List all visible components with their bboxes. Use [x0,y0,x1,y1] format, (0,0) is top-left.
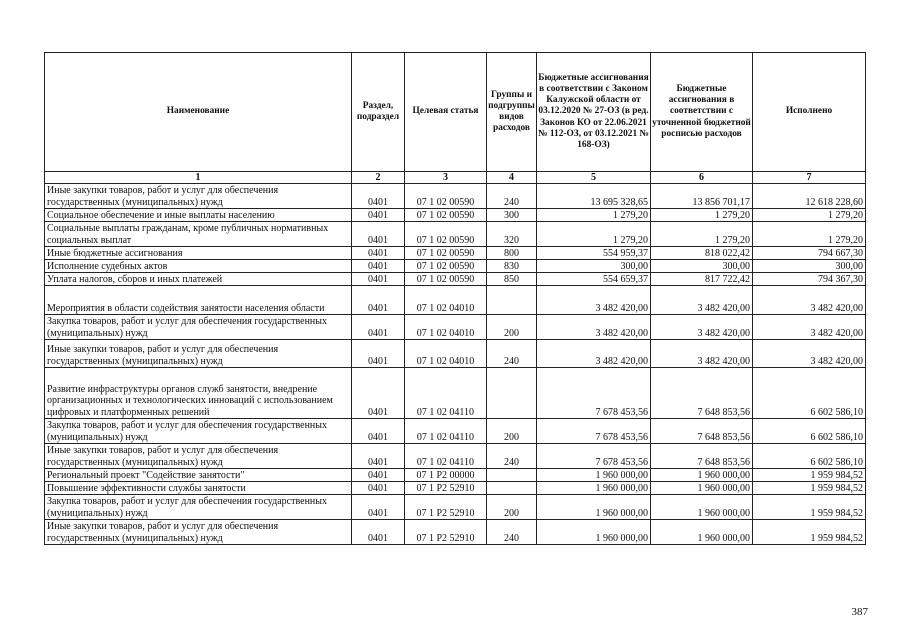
row-group: 200 [487,495,537,520]
row-article: 07 1 02 04110 [405,444,487,469]
row-refined-amount: 13 856 701,17 [651,184,753,209]
row-refined-amount: 817 722,42 [651,273,753,286]
row-executed-amount: 794 667,30 [753,247,866,260]
row-article: 07 1 02 00590 [405,273,487,286]
table-row [45,469,866,482]
row-executed-amount: 3 482 420,00 [753,286,866,315]
row-group [487,368,537,419]
row-refined-amount: 818 022,42 [651,247,753,260]
row-section: 0401 [352,260,405,273]
row-name: Уплата налогов, сборов и иных платежей [45,273,352,286]
row-section: 0401 [352,520,405,545]
table-row [45,209,866,222]
table-row [45,340,866,368]
row-article: 07 1 02 04110 [405,419,487,444]
row-refined-amount: 7 648 853,56 [651,444,753,469]
row-section: 0401 [352,419,405,444]
column-number: 6 [651,172,753,184]
row-section: 0401 [352,209,405,222]
row-group [487,286,537,315]
row-executed-amount: 6 602 586,10 [753,368,866,419]
row-group: 320 [487,222,537,247]
table-row [45,273,866,286]
row-executed-amount: 6 602 586,10 [753,444,866,469]
row-section: 0401 [352,444,405,469]
header-executed: Исполнено [753,53,866,172]
row-group: 240 [487,520,537,545]
row-article: 07 1 P2 52910 [405,520,487,545]
table-row [45,222,866,247]
header-name: Наименование [45,53,352,172]
row-law-amount: 1 960 000,00 [537,520,651,545]
row-section: 0401 [352,482,405,495]
row-law-amount: 7 678 453,56 [537,368,651,419]
row-article: 07 1 02 00590 [405,222,487,247]
row-executed-amount: 1 279,20 [753,222,866,247]
row-article: 07 1 02 04010 [405,340,487,368]
row-executed-amount: 6 602 586,10 [753,419,866,444]
row-name: Исполнение судебных актов [45,260,352,273]
row-article: 07 1 02 04010 [405,286,487,315]
header-groups: Группы и подгруппы видов расходов [487,53,537,172]
page-number: 387 [851,606,868,618]
row-section: 0401 [352,315,405,340]
row-group: 240 [487,340,537,368]
row-law-amount: 3 482 420,00 [537,286,651,315]
table-row [45,286,866,315]
row-refined-amount: 1 960 000,00 [651,469,753,482]
row-group: 240 [487,184,537,209]
row-law-amount: 7 678 453,56 [537,444,651,469]
row-name: Повышение эффективности службы занятости [45,482,352,495]
row-executed-amount: 3 482 420,00 [753,315,866,340]
row-executed-amount: 3 482 420,00 [753,340,866,368]
row-section: 0401 [352,247,405,260]
table-row [45,247,866,260]
row-executed-amount: 300,00 [753,260,866,273]
row-law-amount: 554 959,37 [537,247,651,260]
table-header-row [45,53,866,172]
row-name: Мероприятия в области содействия занятости населения области [45,286,352,315]
row-refined-amount: 1 960 000,00 [651,495,753,520]
row-law-amount: 1 960 000,00 [537,469,651,482]
table-row [45,315,866,340]
table-row [45,368,866,419]
row-section: 0401 [352,495,405,520]
row-group: 200 [487,315,537,340]
row-group: 200 [487,419,537,444]
table-row [45,444,866,469]
row-section: 0401 [352,273,405,286]
column-number: 5 [537,172,651,184]
row-refined-amount: 1 279,20 [651,222,753,247]
row-group: 830 [487,260,537,273]
row-executed-amount: 1 959 984,52 [753,495,866,520]
row-article: 07 1 02 04010 [405,315,487,340]
row-law-amount: 300,00 [537,260,651,273]
row-article: 07 1 02 00590 [405,247,487,260]
row-law-amount: 1 279,20 [537,209,651,222]
row-article: 07 1 02 00590 [405,260,487,273]
table-row [45,495,866,520]
row-law-amount: 554 659,37 [537,273,651,286]
row-group: 800 [487,247,537,260]
row-name: Социальные выплаты гражданам, кроме публичных нормативных социальных выплат [45,222,352,247]
row-name: Развитие инфраструктуры органов служб занятости, внедрение организационных и технологических инноваций с использованием цифровых и платформенных решений [45,368,352,419]
header-article: Целевая статья [405,53,487,172]
row-section: 0401 [352,286,405,315]
row-section: 0401 [352,368,405,419]
header-section: Раздел, подраздел [352,53,405,172]
row-refined-amount: 3 482 420,00 [651,286,753,315]
header-law-allocations: Бюджетные ассигнования в соответствии с Законом Калужской области от 03.12.2020 № 27-ОЗ (в ред. Законов КО от 22.06.2021 № 112-ОЗ, от 03.12.2021 № 168-ОЗ) [537,53,651,172]
row-law-amount: 13 695 328,65 [537,184,651,209]
row-law-amount: 7 678 453,56 [537,419,651,444]
column-number: 4 [487,172,537,184]
row-executed-amount: 794 367,30 [753,273,866,286]
row-law-amount: 3 482 420,00 [537,340,651,368]
row-law-amount: 3 482 420,00 [537,315,651,340]
table-row [45,520,866,545]
row-executed-amount: 12 618 228,60 [753,184,866,209]
column-number: 1 [45,172,352,184]
row-name: Иные закупки товаров, работ и услуг для обеспечения государственных (муниципальных) нужд [45,444,352,469]
row-article: 07 1 P2 52910 [405,482,487,495]
row-group [487,469,537,482]
row-refined-amount: 1 960 000,00 [651,520,753,545]
row-group: 300 [487,209,537,222]
row-law-amount: 1 960 000,00 [537,495,651,520]
row-refined-amount: 7 648 853,56 [651,419,753,444]
row-name: Региональный проект "Содействие занятости" [45,469,352,482]
row-refined-amount: 1 960 000,00 [651,482,753,495]
row-name: Закупка товаров, работ и услуг для обеспечения государственных (муниципальных) нужд [45,315,352,340]
row-refined-amount: 3 482 420,00 [651,315,753,340]
table-row [45,419,866,444]
row-name: Иные закупки товаров, работ и услуг для обеспечения государственных (муниципальных) нужд [45,340,352,368]
row-refined-amount: 300,00 [651,260,753,273]
row-executed-amount: 1 959 984,52 [753,520,866,545]
column-number: 2 [352,172,405,184]
row-executed-amount: 1 279,20 [753,209,866,222]
row-article: 07 1 02 04110 [405,368,487,419]
row-refined-amount: 3 482 420,00 [651,340,753,368]
row-section: 0401 [352,340,405,368]
row-article: 07 1 P2 00000 [405,469,487,482]
row-refined-amount: 7 648 853,56 [651,368,753,419]
row-name: Закупка товаров, работ и услуг для обеспечения государственных (муниципальных) нужд [45,419,352,444]
column-number-row [45,172,866,184]
row-executed-amount: 1 959 984,52 [753,482,866,495]
row-article: 07 1 02 00590 [405,209,487,222]
row-refined-amount: 1 279,20 [651,209,753,222]
table-row [45,184,866,209]
header-refined-allocations: Бюджетные ассигнования в соответствии с уточненной бюджетной росписью расходов [651,53,753,172]
row-article: 07 1 P2 52910 [405,495,487,520]
column-number: 3 [405,172,487,184]
table-row [45,260,866,273]
budget-table [44,52,866,545]
row-group: 240 [487,444,537,469]
row-group: 850 [487,273,537,286]
row-group [487,482,537,495]
row-law-amount: 1 960 000,00 [537,482,651,495]
row-name: Иные бюджетные ассигнования [45,247,352,260]
row-name: Иные закупки товаров, работ и услуг для обеспечения государственных (муниципальных) нужд [45,520,352,545]
row-name: Социальное обеспечение и иные выплаты населению [45,209,352,222]
row-name: Закупка товаров, работ и услуг для обеспечения государственных (муниципальных) нужд [45,495,352,520]
row-law-amount: 1 279,20 [537,222,651,247]
table-row [45,482,866,495]
row-section: 0401 [352,184,405,209]
row-article: 07 1 02 00590 [405,184,487,209]
row-section: 0401 [352,222,405,247]
row-name: Иные закупки товаров, работ и услуг для обеспечения государственных (муниципальных) нужд [45,184,352,209]
column-number: 7 [753,172,866,184]
row-section: 0401 [352,469,405,482]
row-executed-amount: 1 959 984,52 [753,469,866,482]
